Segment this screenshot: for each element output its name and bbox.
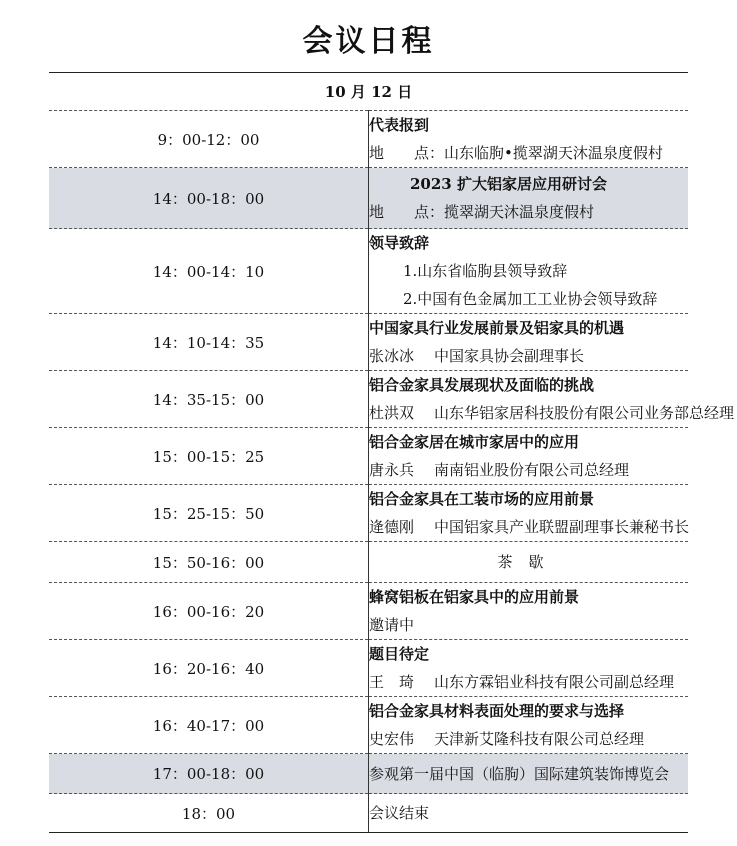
time-cell: 15：00-15：25 (49, 428, 369, 485)
table-row (49, 542, 688, 583)
speaker-role: 南南铝业股份有限公司总经理 (434, 461, 630, 479)
list-item: 2.中国有色金属加工工业协会领导致辞 (403, 290, 658, 308)
time-cell: 18：00 (49, 794, 369, 833)
table-row (49, 794, 688, 833)
speaker-name: 逄德刚 (369, 518, 415, 536)
speaker-line (369, 456, 688, 484)
session-heading: 领导致辞 (369, 234, 430, 252)
location-value: 山东临朐•揽翠湖天沐温泉度假村 (444, 144, 663, 162)
session-heading: 铝合金家具发展现状及面临的挑战 (369, 376, 595, 394)
session-cell (369, 583, 689, 640)
time-cell: 14：00-14：10 (49, 229, 369, 314)
time-cell: 17：00-18：00 (49, 754, 369, 794)
speaker-role: 山东华铝家居科技股份有限公司业务部总经理 (434, 404, 735, 422)
list-item: 1.山东省临朐县领导致辞 (403, 262, 568, 280)
location-line (369, 139, 688, 167)
location-label: 地 点： (369, 144, 445, 162)
speaker-line (369, 725, 688, 753)
table-row (49, 754, 688, 794)
tea-break: 茶歇 (369, 542, 689, 583)
session-cell (369, 485, 689, 542)
date-row (49, 73, 688, 111)
session-heading: 蜂窝铝板在铝家具中的应用前景 (369, 588, 580, 606)
table-row (49, 485, 688, 542)
session-cell (369, 697, 689, 754)
location-value: 揽翠湖天沐温泉度假村 (444, 203, 595, 221)
session-cell (369, 640, 689, 697)
speaker-role: 中国铝家具产业联盟副理事长兼秘书长 (434, 518, 690, 536)
session-heading: 2023 扩大铝家居应用研讨会 (410, 175, 607, 193)
table-row (49, 111, 688, 168)
speaker-line (369, 668, 688, 696)
time-cell: 15：50-16：00 (49, 542, 369, 583)
session-text: 参观第一届中国（临朐）国际建筑装饰博览会 (369, 754, 689, 794)
session-heading: 题目待定 (369, 645, 430, 663)
session-text: 会议结束 (369, 794, 689, 833)
date-header: 10 月 12 日 (49, 73, 688, 111)
session-heading: 中国家具行业发展前景及铝家具的机遇 (369, 319, 625, 337)
speaker-name: 史宏伟 (369, 730, 415, 748)
table-row (49, 428, 688, 485)
time-cell: 16：20-16：40 (49, 640, 369, 697)
speaker-name: 唐永兵 (369, 461, 415, 479)
speaker-role: 中国家具协会副理事长 (434, 347, 585, 365)
session-cell (369, 229, 689, 314)
session-cell (369, 314, 689, 371)
speaker-line (369, 399, 735, 427)
time-cell: 14：00-18：00 (49, 168, 369, 229)
table-row (49, 583, 688, 640)
session-heading: 代表报到 (369, 116, 430, 134)
session-heading: 铝合金家具材料表面处理的要求与选择 (369, 702, 625, 720)
speaker-role: 天津新艾隆科技有限公司总经理 (434, 730, 645, 748)
session-cell (369, 111, 689, 168)
speaker-role: 山东方霖铝业科技有限公司副总经理 (434, 673, 675, 691)
speaker-name: 张冰冰 (369, 347, 415, 365)
page-title: 会议日程 (302, 24, 435, 59)
speaker-name: 邀请中 (369, 616, 415, 634)
table-row (49, 314, 688, 371)
time-cell: 16：40-17：00 (49, 697, 369, 754)
session-heading: 铝合金家具在工装市场的应用前景 (369, 490, 595, 508)
speaker-line (369, 513, 688, 541)
time-cell: 14：35-15：00 (49, 371, 369, 428)
session-cell (369, 428, 689, 485)
speaker-name: 杜洪双 (369, 404, 415, 422)
table-row (49, 168, 688, 229)
table-row (49, 229, 688, 314)
time-cell: 14：10-14：35 (49, 314, 369, 371)
session-heading: 铝合金家居在城市家居中的应用 (369, 433, 580, 451)
session-cell (369, 168, 689, 229)
table-row (49, 371, 688, 428)
time-cell: 16：00-16：20 (49, 583, 369, 640)
location-line (369, 198, 688, 226)
session-cell (369, 371, 735, 428)
table-row (49, 697, 688, 754)
table-row (49, 640, 688, 697)
speaker-name: 王 琦 (369, 673, 415, 691)
speaker-line (369, 342, 688, 370)
location-label: 地 点： (369, 203, 445, 221)
time-cell: 9：00-12：00 (49, 111, 369, 168)
time-cell: 15：25-15：50 (49, 485, 369, 542)
schedule-table (49, 72, 735, 833)
